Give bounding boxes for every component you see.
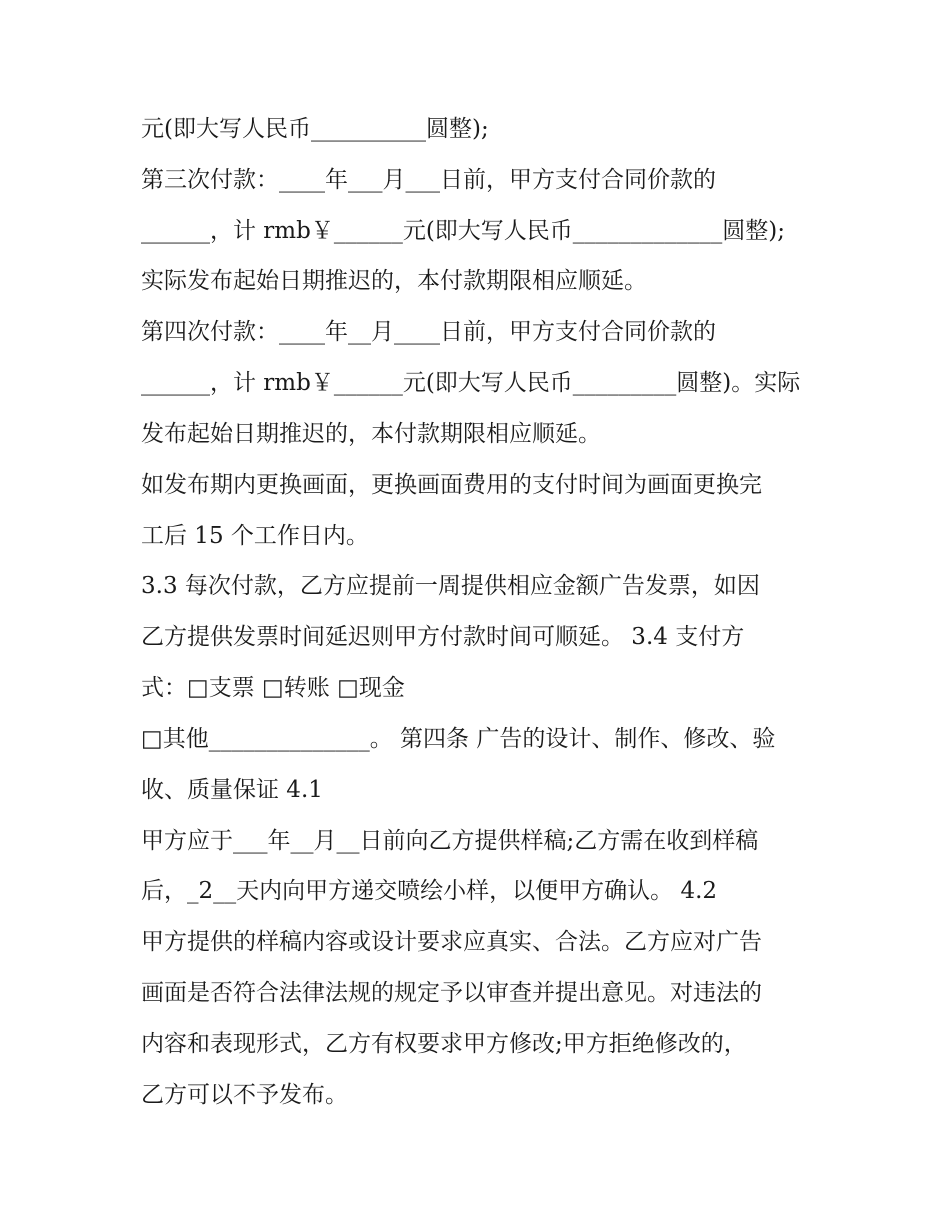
- text-line-7: 发布起始日期推迟的，本付款期限相应顺延。: [141, 421, 601, 447]
- text-line-9: 工后 15 个工作日内。: [141, 523, 369, 549]
- text-line-5: 第四次付款：____年__月____日前，甲方支付合同价款的: [141, 319, 716, 345]
- text-line-17: 甲方提供的样稿内容或设计要求应真实、合法。乙方应对广告: [141, 929, 762, 955]
- text-line-10: 3.3 每次付款，乙方应提前一周提供相应金额广告发票，如因: [141, 573, 760, 599]
- text-line-20: 乙方可以不予发布。: [141, 1082, 348, 1108]
- text-line-11: 乙方提供发票时间延迟则甲方付款时间可顺延。 3.4 支付方: [141, 624, 745, 650]
- text-line-12: 式：□支票 □转账 □现金: [141, 675, 405, 701]
- text-line-4: 实际发布起始日期推迟的，本付款期限相应顺延。: [141, 268, 647, 294]
- text-line-15: 甲方应于___年__月__日前向乙方提供样稿;乙方需在收到样稿: [141, 828, 759, 854]
- text-line-19: 内容和表现形式，乙方有权要求甲方修改;甲方拒绝修改的，: [141, 1031, 747, 1057]
- text-line-8: 如发布期内更换画面，更换画面费用的支付时间为画面更换完: [141, 472, 762, 498]
- text-line-13: □其他______________。 第四条 广告的设计、制作、修改、验: [141, 726, 776, 752]
- text-line-14: 收、质量保证 4.1: [141, 777, 323, 803]
- text-line-3: ______，计 rmb￥______元(即大写人民币_____________圆整);: [141, 218, 786, 244]
- text-line-16: 后，_2__天内向甲方递交喷绘小样，以便甲方确认。 4.2: [141, 878, 718, 904]
- text-line-18: 画面是否符合法律法规的规定予以审查并提出意见。对违法的: [141, 980, 762, 1006]
- text-line-6: ______，计 rmb￥______元(即大写人民币_________圆整)。实际: [141, 370, 801, 396]
- text-line-2: 第三次付款：____年___月___日前，甲方支付合同价款的: [141, 167, 716, 193]
- text-line-1: 元(即大写人民币__________圆整);: [141, 116, 489, 142]
